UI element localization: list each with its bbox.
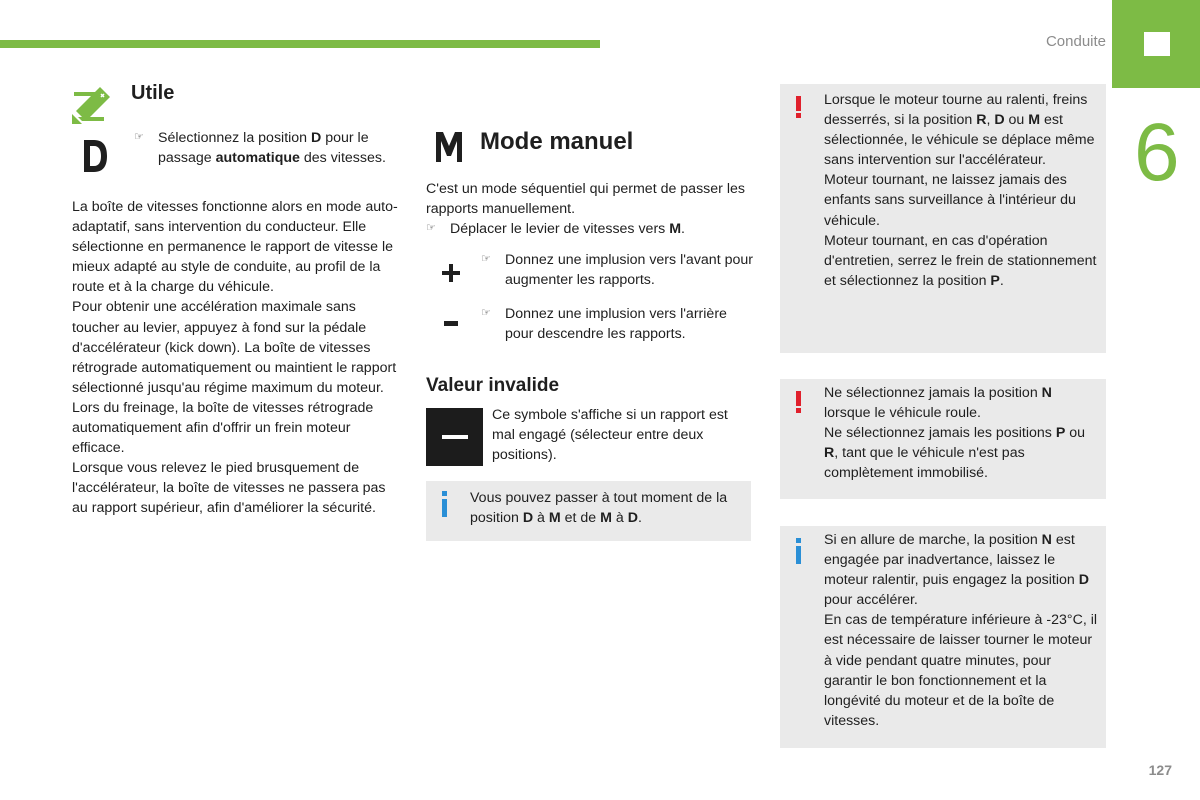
intro-text: C'est un mode séquentiel qui permet de passer les rapports manuellement.: [426, 181, 745, 218]
upshift-bullet: [481, 250, 756, 290]
warning-text: [824, 90, 1099, 291]
auto-position-bullet: [134, 128, 394, 168]
info-icon: [440, 491, 450, 517]
gear-position-m-icon: [434, 130, 464, 164]
pointing-hand-icon: ☞: [481, 307, 491, 319]
chapter-tab: [1112, 0, 1200, 88]
invalid-value-title: Valeur invalide: [426, 375, 560, 396]
auto-position-text: Sélectionnez la position D pour le passage automatique des vitesses.: [158, 130, 386, 167]
pointing-hand-icon: ☞: [134, 131, 144, 143]
paragraph: Pour obtenir une accélération maximale sans toucher au levier, appuyez à fond sur la pédale d'accélérateur (kick down). La boîte de vitesses rétrograde automatiquement ou maintient le rapport sélectionné jusqu'au régime maximum du moteur.: [72, 299, 397, 396]
paragraph: Moteur tournant, en cas d'opération d'entretien, serrez le frein de stationnement et sélectionnez la position P.: [824, 232, 1097, 289]
top-accent-rule: [0, 40, 600, 48]
auto-mode-description: [72, 197, 404, 519]
info-icon: [794, 538, 804, 564]
paragraph: Ne sélectionnez jamais la position N lorsque le véhicule roule.: [824, 385, 1052, 422]
info-text: [824, 530, 1099, 731]
downshift-text: Donnez une implusion vers l'arrière pour descendre les rapports.: [505, 306, 727, 343]
downshift-bullet: [481, 304, 756, 344]
paragraph: Lorsque le moteur tourne au ralenti, freins desserrés, si la position R, D ou M est sélectionnée, le véhicule se déplace même sans intervention sur l'accélérateur.: [824, 92, 1095, 169]
chapter-square-icon: [1144, 32, 1170, 56]
manual-mode-intro: [426, 179, 756, 239]
paragraph: Moteur tournant, ne laissez jamais des enfants sans surveillance à l'intérieur du véhicule.: [824, 172, 1076, 229]
page-number: 127: [1148, 762, 1172, 778]
paragraph: La boîte de vitesses fonctionne alors en mode auto-adaptatif, sans intervention du conducteur. Elle sélectionne en permanence le rapport de vitesse le mieux adapté au style de conduite, au profil de la route et à la charge du véhicule.: [72, 199, 398, 296]
invalid-value-text: Ce symbole s'affiche si un rapport est mal engagé (sélecteur entre deux positions).: [492, 407, 728, 464]
gear-position-d-icon: [80, 137, 110, 175]
minus-icon: [444, 321, 458, 326]
paragraph: Si en allure de marche, la position N est engagée par inadvertance, laissez le moteur ralentir, puis engagez la position D pour accélérer.: [824, 532, 1089, 609]
warning-icon: [794, 96, 804, 118]
info-text: Vous pouvez passer à tout moment de la position D à M et de M à D.: [470, 490, 728, 527]
paragraph: Ne sélectionnez jamais les positions P ou R, tant que le véhicule n'est pas complètement immobilisé.: [824, 425, 1086, 482]
section-title: Mode manuel: [480, 128, 634, 155]
paragraph: Lorsque vous relevez le pied brusquement de l'accélérateur, la boîte de vitesses ne passera pas au rapport supérieur, afin d'améliorer la sécurité.: [72, 460, 386, 517]
info-box: [780, 526, 1106, 748]
dash-icon: [442, 435, 468, 439]
green-tool-icon: [70, 84, 114, 124]
pointing-hand-icon: ☞: [481, 253, 491, 265]
section-name: Conduite: [1045, 33, 1106, 50]
paragraph: En cas de température inférieure à -23°C, il est nécessaire de laisser tourner le moteur à vide pendant quatre minutes, pour garantir le bon fonctionnement et la longévité du moteur et de la boîte de vitesses.: [824, 612, 1098, 729]
paragraph: Lors du freinage, la boîte de vitesses rétrograde automatiquement afin d'offrir un frein moteur efficace.: [72, 399, 374, 457]
pointing-hand-icon: ☞: [426, 222, 436, 235]
step-bullet: [426, 219, 756, 239]
upshift-text: Donnez une implusion vers l'avant pour augmenter les rapports.: [505, 252, 753, 289]
warning-box: [780, 84, 1106, 353]
chapter-number: 6: [1134, 107, 1180, 198]
warning-box: [780, 379, 1106, 499]
tip-title: Utile: [131, 82, 175, 104]
warning-text: [824, 383, 1099, 483]
step-text: Déplacer le levier de vitesses vers M.: [450, 221, 685, 238]
warning-icon: [794, 391, 804, 413]
info-box: [426, 481, 751, 541]
invalid-gear-symbol: [426, 408, 483, 466]
plus-icon: [441, 263, 461, 283]
